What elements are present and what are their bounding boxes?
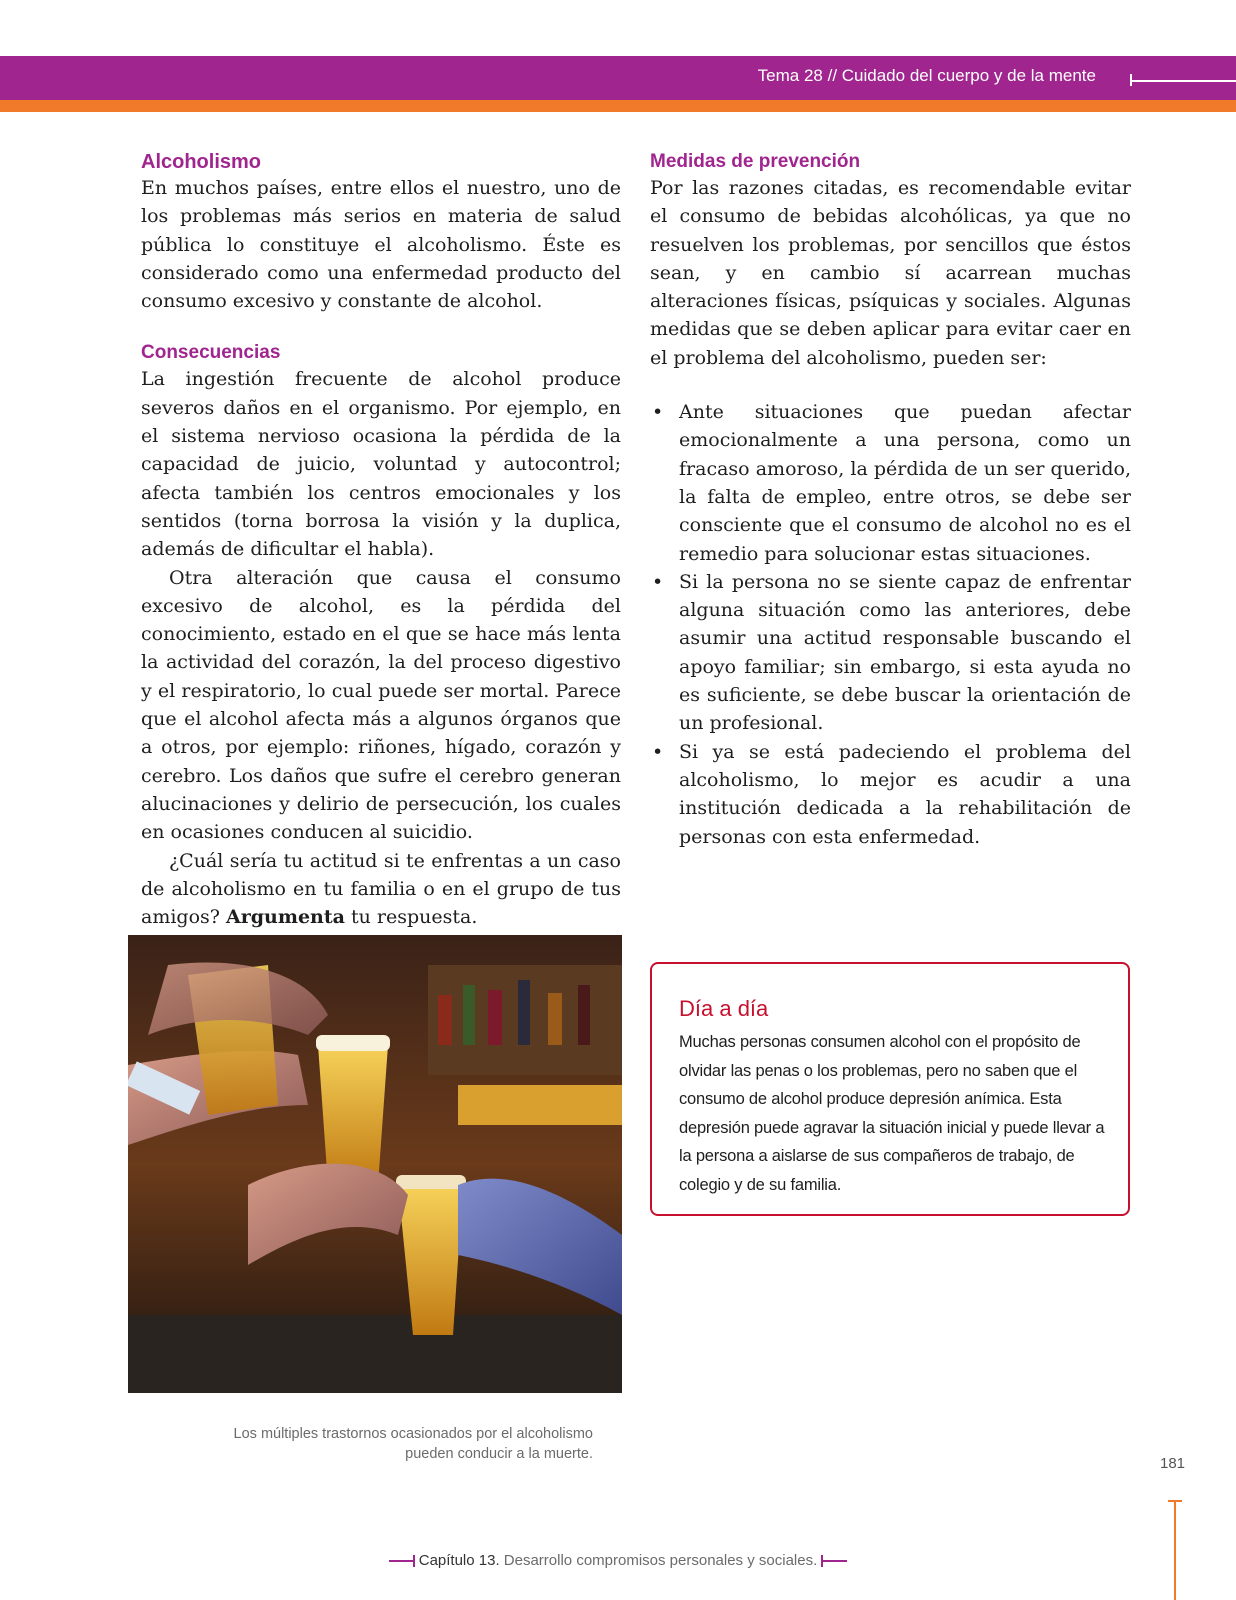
heading-consecuencias: Consecuencias: [141, 342, 281, 364]
intro-paragraph: En muchos países, entre ellos el nuestro, uno de los problemas más serios en materia de salud pública lo constituye el alcoholismo. Éste es considerado como una enfermedad producto del consumo excesivo y constante de alcohol.: [141, 177, 621, 313]
spacer: [650, 372, 1131, 398]
header-title: Tema 28 // Cuidado del cuerpo y de la mente: [757, 66, 1096, 85]
question-paragraph: [141, 847, 621, 932]
right-column: [650, 150, 1131, 851]
footer-bar-left: [389, 1560, 415, 1562]
question-end: tu respuesta.: [344, 906, 478, 929]
toast-photo: [128, 935, 622, 1393]
footer-chapter: Capítulo 13.: [418, 1552, 500, 1569]
prevention-intro: Por las razones citadas, es recomendable evitar el consumo de bebidas alcohólicas, ya que no resuelven los problemas, por sencillos que éstos sean, y en cambio sí acarrean muchas alteraciones físicas, psíquicas y sociales. Algunas medidas que se deben aplicar para evitar caer en el problema del alcoholismo, pueden ser:: [650, 177, 1131, 369]
question-text: ¿Cuál sería tu actitud si te enfrentas a un caso de alcoholismo en tu familia o en el grupo de tus amigos?: [141, 849, 621, 929]
footer-bar-right: [821, 1560, 847, 1562]
left-column: [141, 150, 621, 931]
page-number: 181: [1160, 1455, 1186, 1472]
dia-a-dia-box: [650, 962, 1130, 1216]
footer-title: Desarrollo compromisos personales y sociales.: [499, 1552, 818, 1569]
list-item: [650, 398, 1131, 568]
bullet-icon: •: [652, 740, 664, 763]
callout-text: Muchas personas consumen alcohol con el propósito de olvidar las penas o los problemas, pero no saben que el consumo de alcohol produce depresión anímica. Esta depresión puede agravar la situación inicial y puede llevar a la persona a aislarse de sus compañeros de trabajo, de colegio y de su familia.: [679, 1033, 1105, 1194]
list-item-text: Ante situaciones que puedan afectar emocionalmente a una persona, como un fracaso amoroso, la pérdida de un ser querido, la falta de empleo, entre otros, se debe ser consciente que el consumo de alcohol no es el remedio para solucionar estas situaciones.: [679, 401, 1131, 565]
bullet-icon: •: [652, 570, 664, 593]
orange-line: [1174, 1500, 1176, 1600]
consequences-paragraph-1: La ingestión frecuente de alcohol produce severos daños en el organismo. Por ejemplo, en el sistema nervioso ocasiona la pérdida de la capacidad de juicio, voluntad y autocontrol; afecta también los centros emocionales y los sentidos (torna borrosa la visión y la duplica, además de dificultar el habla).: [141, 368, 621, 561]
bullet-icon: •: [652, 401, 664, 424]
list-item-text: Si la persona no se siente capaz de enfrentar alguna situación como las anteriores, debe asumir una actitud responsable buscando el apoyo familiar; sin embargo, si esta ayuda no es suficiente, se debe buscar la orientación de un profesional.: [679, 570, 1131, 735]
photo-caption: [180, 1424, 593, 1464]
prevention-list: [650, 398, 1131, 851]
list-item: [650, 738, 1131, 851]
footer: [0, 1552, 1236, 1569]
header-line: [1130, 80, 1236, 82]
photo-caption-line-2: pueden conducir a la muerte.: [405, 1446, 593, 1462]
toast-photo-illustration: [128, 935, 622, 1393]
heading-alcoholismo: Alcoholismo: [141, 151, 262, 173]
list-item: [650, 568, 1131, 738]
consequences-paragraph-2: Otra alteración que causa el consumo excesivo de alcohol, es la pérdida del conocimiento, estado en el que se hace más lenta la actividad del corazón, la del proceso digestivo y el respiratorio, lo cual puede ser mortal. Parece que el alcohol afecta más a algunos órganos que a otros, por ejemplo: riñones, hígado, corazón y cerebro. Los daños que sufre el cerebro generan alucinaciones y delirio de persecución, los cuales en ocasiones conducen al suicidio.: [141, 566, 621, 844]
question-bold-word: Argumenta: [226, 906, 345, 929]
heading-medidas: Medidas de prevención: [650, 151, 861, 172]
list-item-text: Si ya se está padeciendo el problema del alcoholismo, lo mejor es acudir a una institución dedicada a la rehabilitación de personas con esta enfermedad.: [679, 740, 1131, 848]
photo-caption-line-1: Los múltiples trastornos ocasionados por el alcoholismo: [233, 1426, 593, 1442]
spacer: [141, 315, 621, 341]
header-stripe: [0, 100, 1236, 112]
callout-title: Día a día: [679, 996, 769, 1021]
